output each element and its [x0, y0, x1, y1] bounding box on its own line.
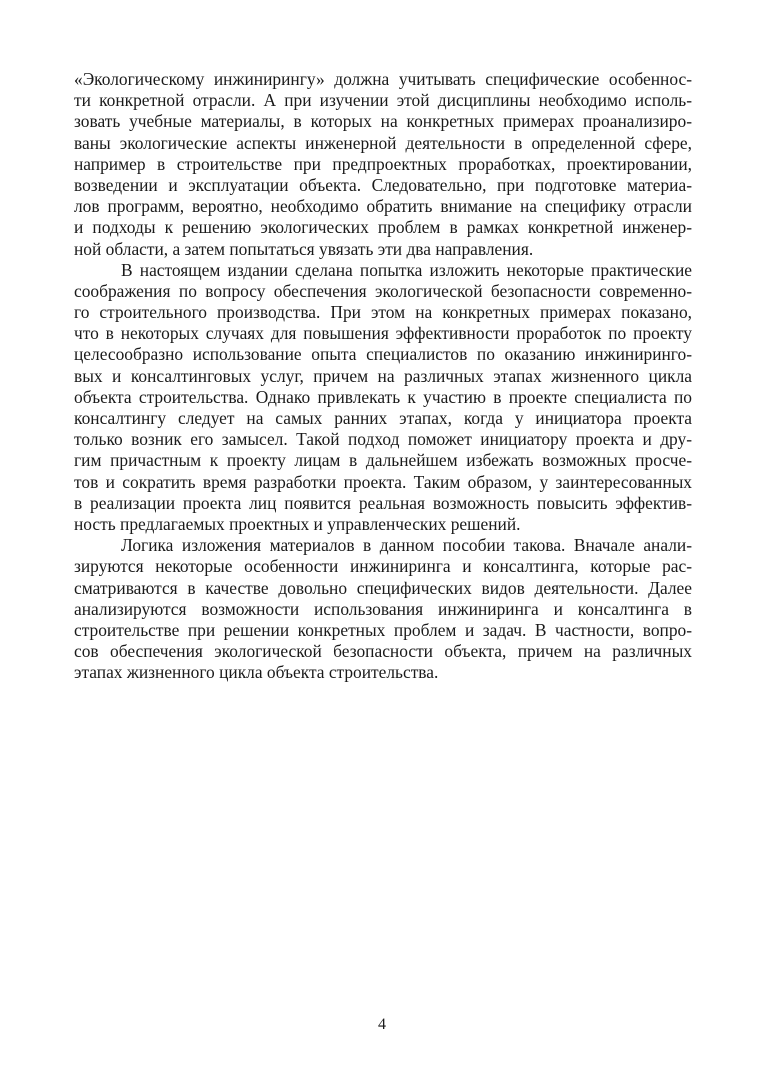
text-line: консалтингу следует на самых ранних этапах, когда у инициатора проекта: [74, 408, 692, 428]
text-line: зируются некоторые особенности инжиниринга и консалтинга, которые рас-: [74, 556, 692, 577]
text-line: го строительного производства. При этом на конкретных примерах показано,: [74, 302, 692, 323]
text-line: ти конкретной отрасли. А при изучении этой дисциплины необходимо исполь-: [74, 90, 692, 111]
text-line: ность предлагаемых проектных и управленческих решений.: [74, 513, 521, 534]
text-line: объекта строительства. Однако привлекать к участию в проекте специалиста по: [74, 386, 692, 407]
text-line: лов программ, вероятно, необходимо обратить внимание на специфику отрасли: [74, 196, 692, 217]
text-line: только возник его замысел. Такой подход поможет инициатору проекта и дру-: [74, 429, 692, 450]
text-line: соображения по вопросу обеспечения экологической безопасности современно-: [74, 280, 692, 301]
text-line: тов и сократить время разработки проекта. Таким образом, у заинтересованных: [74, 471, 692, 492]
text-line: гим причастным к проекту лицам в дальнейшем избежать возможных просче-: [74, 450, 692, 471]
text-line: В настоящем издании сделана попытка изложить некоторые практические: [121, 259, 692, 280]
text-line: ваны экологические аспекты инженерной деятельности в определенной сфере,: [74, 132, 692, 153]
text-line: в реализации проекта лиц появится реальная возможность повысить эффектив-: [74, 492, 692, 513]
text-line: сов обеспечения экологической безопасности объекта, причем на различных: [74, 641, 692, 662]
paragraph: [74, 260, 692, 535]
text-line: например в строительстве при предпроектных проработках, проектировании,: [74, 153, 692, 174]
text-line: целесообразно использование опыта специалистов по оказанию инжиниринго-: [74, 344, 692, 365]
paragraph: [74, 535, 692, 683]
body-text: [74, 69, 692, 683]
text-line: строительстве при решении конкретных проблем и задач. В частности, вопро-: [74, 619, 692, 640]
text-line: анализируются возможности использования инжиниринга и консалтинга в: [74, 598, 692, 619]
text-line: «Экологическому инжинирингу» должна учитывать специфические особеннос-: [74, 69, 692, 89]
text-line: Логика изложения материалов в данном пособии такова. Вначале анали-: [121, 535, 692, 556]
text-line: этапах жизненного цикла объекта строительства.: [74, 662, 439, 683]
text-line: что в некоторых случаях для повышения эффективности проработок по проекту: [74, 323, 692, 344]
paragraph: [74, 69, 692, 260]
text-line: зовать учебные материалы, в которых на конкретных примерах проанализиро-: [74, 111, 692, 132]
page-number: 4: [378, 1016, 386, 1033]
text-line: ной области, а затем попытаться увязать эти два направления.: [74, 238, 534, 259]
text-line: вых и консалтинговых услуг, причем на различных этапах жизненного цикла: [74, 365, 692, 386]
text-line: сматриваются в качестве довольно специфических видов деятельности. Далее: [74, 577, 692, 598]
text-line: и подходы к решению экологических проблем в рамках конкретной инженер-: [74, 217, 692, 238]
text-line: возведении и эксплуатации объекта. Следовательно, при подготовке материа-: [74, 174, 692, 195]
